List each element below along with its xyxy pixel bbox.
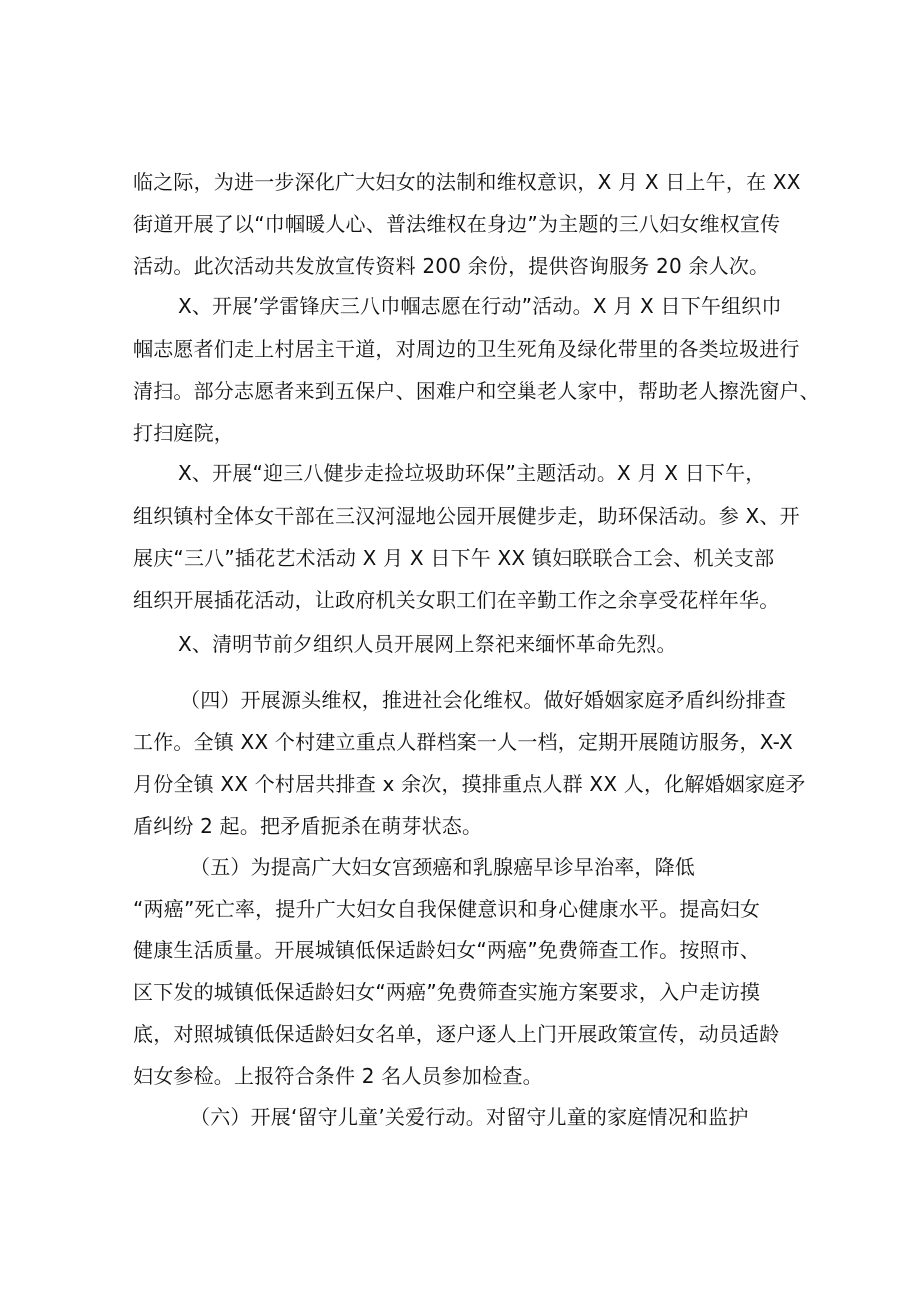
text-line: 打扫庭院， (133, 421, 234, 445)
text-line: X、开展“迎三八健步走捡垃圾助环保”主题活动。X 月 X 日下午， (178, 461, 766, 485)
text-line: 盾纠纷 2 起。把矛盾扼杀在萌芽状态。 (133, 814, 483, 838)
text-line: 组织开展插花活动，让政府机关女职工们在辛勤工作之余享受花样年华。 (133, 588, 780, 612)
text-line: 街道开展了以“巾帼暖人心、普法维权在身边”为主题的三八妇女维权宣传 (133, 212, 781, 236)
text-line: 工作。全镇 XX 个村建立重点人群档案一人一档，定期开展随访服务，X-X (133, 730, 793, 754)
text-line: “两癌”死亡率，提升广大妇女自我保健意识和身心健康水平。提高妇女 (133, 897, 761, 921)
text-line: 底，对照城镇低保适龄妇女名单，逐户逐人上门开展政策宣传，动员适龄 (133, 1022, 780, 1046)
text-line: （五）为提高广大妇女宫颈癌和乳腺癌早诊早治率，降低 (190, 855, 695, 879)
text-line: X、清明节前夕组织人员开展网上祭祀来缅怀革命先烈。 (178, 632, 677, 656)
text-line: 月份全镇 XX 个村居共排查 x 余次，摸排重点人群 XX 人，化解婚姻家庭矛 (133, 772, 806, 796)
text-line: 组织镇村全体女干部在三汉河湿地公园开展健步走，助环保活动。参 X、开 (133, 504, 800, 528)
text-line: 区下发的城镇低保适龄妇女“两癌”免费筛查实施方案要求，入户走访摸 (133, 980, 761, 1004)
text-line: 清扫。部分志愿者来到五保户、困难户和空巢老人家中，帮助老人擦洗窗户、 (133, 379, 820, 403)
text-line: 帼志愿者们走上村居主干道，对周边的卫生死角及绿化带里的各类垃圾进行 (133, 337, 800, 361)
text-line: 妇女参检。上报符合条件 2 名人员参加检查。 (133, 1064, 543, 1088)
text-line: 健康生活质量。开展城镇低保适龄妇女“两癌”免费筛查工作。按照市、 (133, 938, 761, 962)
text-line: 活动。此次活动共发放宣传资料 200 余份，提供咨询服务 20 余人次。 (133, 254, 770, 278)
text-line: X、开展’学雷锋庆三八巾帼志愿在行动”活动。X 月 X 日下午组织巾 (178, 294, 782, 318)
text-line: （六）开展‘留守儿童’关爱行动。对留守儿童的家庭情况和监护 (190, 1105, 749, 1129)
text-line: 临之际，为进一步深化广大妇女的法制和维权意识，X 月 X 日上午，在 XX (133, 170, 801, 194)
text-line: 展庆“三八”插花艺术活动 X 月 X 日下午 XX 镇妇联联合工会、机关支部 (133, 546, 775, 570)
text-line: （四）开展源头维权，推进社会化维权。做好婚姻家庭矛盾纠纷排查 (180, 688, 786, 712)
